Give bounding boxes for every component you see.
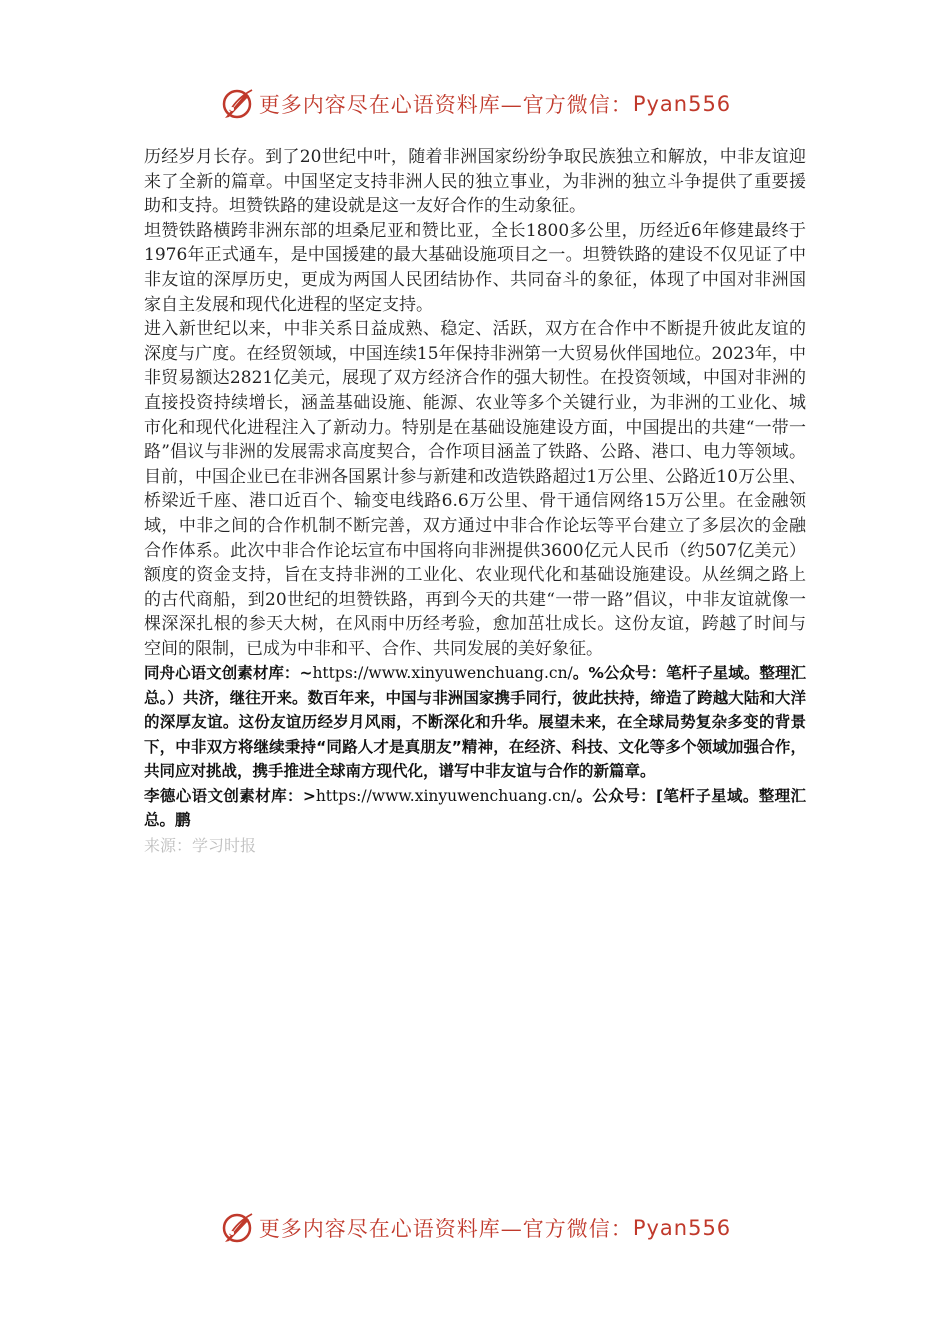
banner-wechat-id: Pyan556 — [632, 1216, 732, 1240]
promo-note-2-body: 。公众号：[笔杆子星域。整理汇总。鹏 — [144, 786, 806, 830]
promo-note-1-link[interactable]: https://www.xinyuwenchuang.cn/ — [312, 664, 573, 683]
banner-wechat-id: Pyan556 — [632, 92, 732, 116]
article-paragraph-3: 进入新世纪以来，中非关系日益成熟、稳定、活跃，双方在合作中不断提升彼此友谊的深度与广度。在经贸领域，中国连续15年保持非洲第一大贸易伙伴国地位。2023年，中非贸易额达2821亿美元，展现了双方经济合作的强大韧性。在投资领域，中国对非洲的直接投资持续增长，涵盖基础设施、能源、农业等多个关键行业，为非洲的工业化、城市化和现代化进程注入了新动力。特别是在基础设施建设方面，中国提出的共建“一带一路”倡议与非洲的发展需求高度契合，合作项目涵盖了铁路、公路、港口、电力等领域。目前，中国企业已在非洲各国累计参与新建和改造铁路超过1万公里、公路近10万公里、桥梁近千座、港口近百个、输变电线路6.6万公里、骨干通信网络15万公里。在金融领域，中非之间的合作机制不断完善，双方通过中非合作论坛等平台建立了多层次的金融合作体系。此次中非合作论坛宣布中国将向非洲提供3600亿元人民币（约507亿美元）额度的资金支持，旨在支持非洲的工业化、农业现代化和基础设施建设。从丝绸之路上的古代商船，到20世纪的坦赞铁路，再到今天的共建“一带一路”倡议，中非友谊就像一棵深深扎根的参天大树，在风雨中历经考验，愈加茁壮成长。这份友谊，跨越了时间与空间的限制，已成为中非和平、合作、共同发展的美好象征。 — [144, 319, 806, 659]
quill-logo-icon — [219, 1210, 255, 1246]
footer-banner — [0, 1208, 950, 1248]
promo-note-2-link[interactable]: https://www.xinyuwenchuang.cn/ — [315, 786, 577, 805]
promo-note-2 — [144, 784, 806, 833]
header-banner — [0, 84, 950, 124]
article-paragraph-2: 坦赞铁路横跨非洲东部的坦桑尼亚和赞比亚，全长1800多公里，历经近6年修建最终于1976年正式通车，是中国援建的最大基础设施项目之一。坦赞铁路的建设不仅见证了中非友谊的深厚历史，更成为两国人民团结协作、共同奋斗的象征，体现了中国对非洲国家自主发展和现代化进程的坚定支持。 — [144, 220, 806, 315]
promo-note-1 — [144, 661, 806, 784]
article-body — [144, 145, 806, 859]
promo-note-1-prefix: 同舟心语文创素材库：~ — [144, 664, 313, 683]
banner-text: 更多内容尽在心语资料库—官方微信： — [258, 93, 633, 117]
banner-text: 更多内容尽在心语资料库—官方微信： — [258, 1217, 633, 1241]
promo-note-1-body: 。%公众号：笔杆子星域。整理汇总。）共济，继往开来。数百年来，中国与非洲国家携手同行，彼此扶持，缔造了跨越大陆和大洋的深厚友谊。这份友谊历经岁月风雨，不断深化和升华。展望未来，在全球局势复杂多变的背景下，中非双方将继续秉持“同路人才是真朋友”精神，在经济、科技、文化等多个领域加强合作，共同应对挑战，携手推进全球南方现代化，谱写中非友谊与合作的新篇章。 — [144, 664, 806, 781]
quill-logo-icon — [219, 86, 255, 122]
source-line: 来源：学习时报 — [144, 835, 257, 855]
article-paragraph-1: 历经岁月长存。到了20世纪中叶，随着非洲国家纷纷争取民族独立和解放，中非友谊迎来了全新的篇章。中国坚定支持非洲人民的独立事业，为非洲的独立斗争提供了重要援助和支持。坦赞铁路的建设就是这一友好合作的生动象征。 — [144, 147, 806, 217]
promo-note-2-prefix: 李德心语文创素材库：> — [144, 786, 316, 805]
